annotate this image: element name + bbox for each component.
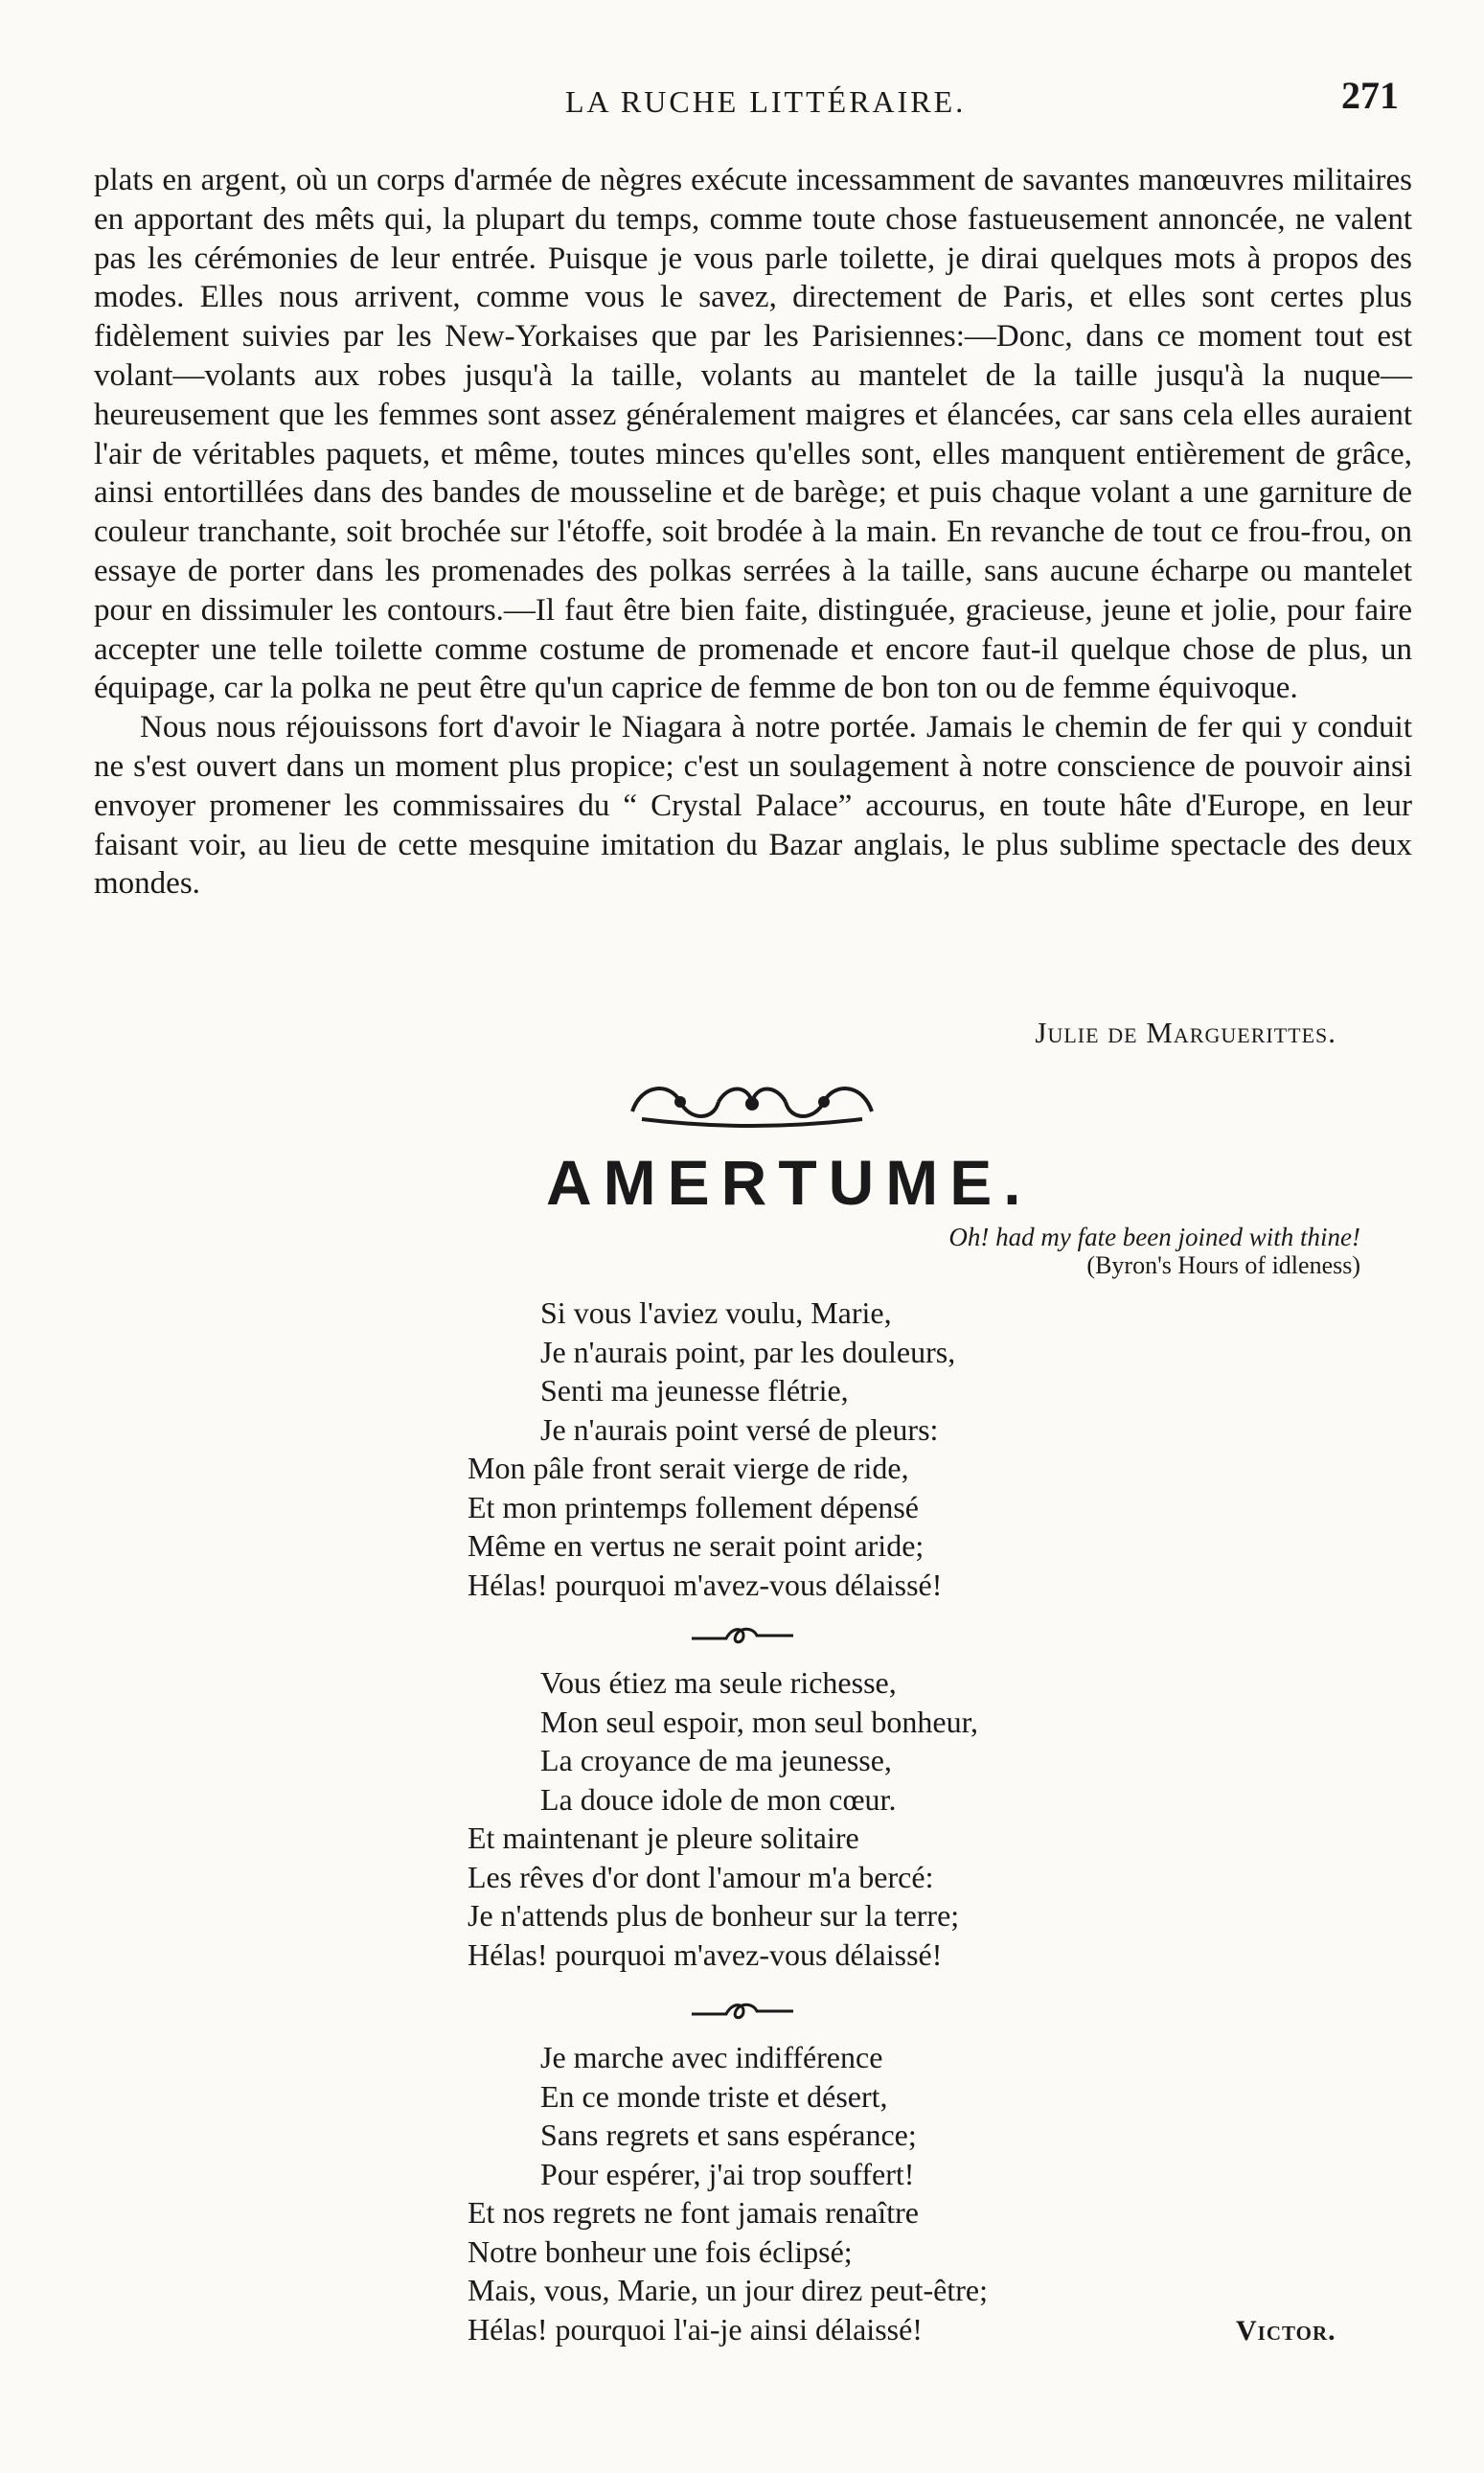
running-title: LA RUCHE LITTÉRAIRE. — [565, 84, 967, 119]
verse-line: Mon seul espoir, mon seul bonheur, — [540, 1704, 978, 1739]
verse-line: Mon pâle front serait vierge de ride, — [468, 1451, 909, 1485]
ornament-icon — [623, 1073, 881, 1131]
separator-ornament-icon — [690, 1999, 795, 2024]
poem-title: AMERTUME. — [546, 1147, 1033, 1218]
verse-line: Je n'aurais point, par les douleurs, — [540, 1334, 956, 1369]
verse-line: Je n'aurais point versé de pleurs: — [540, 1411, 939, 1447]
verse-line: Et maintenant je pleure solitaire — [468, 1820, 859, 1855]
separator-ornament-icon — [690, 1623, 795, 1648]
verse-line: Je marche avec indifférence — [540, 2040, 883, 2074]
verse-line: Pour espérer, j'ai trop souffert! — [540, 2156, 915, 2191]
poem-epigraph: Oh! had my fate been joined with thine! — [948, 1223, 1360, 1251]
poem-stanza — [468, 2038, 1196, 2348]
verse-line: Je n'attends plus de bonheur sur la terre; — [468, 1898, 960, 1933]
verse-line: Vous étiez ma seule richesse, — [540, 1665, 897, 1700]
poem-stanza — [468, 1294, 1196, 1604]
verse-line: Hélas! pourquoi l'ai-je ainsi délaissé! — [468, 2311, 923, 2347]
poem-signature: Victor. — [1236, 2315, 1336, 2347]
verse-line: Senti ma jeunesse flétrie, — [540, 1373, 849, 1408]
verse-line: Et mon printemps follement dépensé — [468, 1489, 919, 1524]
verse-line: Hélas! pourquoi m'avez-vous délaissé! — [468, 1936, 943, 1972]
verse-line: Sans regrets et sans espérance; — [540, 2118, 917, 2152]
epigraph-source: (Byron's Hours of idleness) — [1086, 1251, 1360, 1279]
article-paragraph: plats en argent, où un corps d'armée de nègres exécute incessamment de savantes manœuvres militaires en apportant des mêts qui, la plupart du temps, comme toute chose fastueusement annoncée, ne valent pas les cérémonies de leur entrée. Puisque je vous parle toilette, je dirai quelques mots à propos des modes. Elles nous arrivent, comme vous le savez, directement de Paris, et elles sont certes plus fidèlement suivies par les New-Yorkaises que par les Parisiennes:—Donc, dans ce moment tout est volant—volants aux robes jusqu'à la taille, volants au mantelet de la taille jusqu'à la nuque—heureusement que les femmes sont assez généralement maigres et élancées, car sans cela elles auraient l'air de véritables paquets, et même, toutes minces qu'elles sont, elles manquent entièrement de grâce, ainsi entortillées dans des bandes de mousseline et de barège; et puis chaque volant a une garniture de couleur tranchante, soit brochée sur l'étoffe, soit brodée à la main. En revanche de tout ce frou-frou, on essaye de porter dans les promenades des polkas serrées à la taille, sans aucune écharpe ou mantelet pour en dissimuler les contours.—Il faut être bien faite, distinguée, gracieuse, jeune et jolie, pour faire accepter une telle toilette comme costume de promenade et encore faut-il quelque chose de plus, un équipage, car la polka ne peut être qu'un caprice de femme de bon ton ou de femme équivoque. — [94, 163, 1412, 706]
verse-line: Et nos regrets ne font jamais renaître — [468, 2195, 919, 2230]
verse-line: Notre bonheur une fois éclipsé; — [468, 2233, 853, 2269]
verse-line: La douce idole de mon cœur. — [540, 1781, 897, 1817]
verse-line: Mais, vous, Marie, un jour direz peut-être; — [468, 2273, 988, 2307]
verse-line: Les rêves d'or dont l'amour m'a bercé: — [468, 1859, 934, 1894]
verse-line: Hélas! pourquoi m'avez-vous délaissé! — [468, 1567, 943, 1602]
article-signature: Julie de Marguerittes. — [1035, 1016, 1336, 1049]
poem-stanza — [468, 1663, 1196, 1974]
verse-line: En ce monde triste et désert, — [540, 2078, 888, 2114]
running-head — [0, 74, 1484, 132]
verse-line: La croyance de ma jeunesse, — [540, 1743, 892, 1777]
article-paragraph: Nous nous réjouissons fort d'avoir le Niagara à notre portée. Jamais le chemin de fer qui y conduit ne s'est ouvert dans un moment plus propice; c'est un soulagement à notre conscience de pouvoir ainsi envoyer promener les commissaires du “ Crystal Palace” accourus, en toute hâte d'Europe, en leur faisant voir, au lieu de cette mesquine imitation du Bazar anglais, le plus sublime spectacle des deux mondes. — [94, 710, 1412, 902]
article-body — [94, 161, 1412, 904]
verse-line: Même en vertus ne serait point aride; — [468, 1528, 925, 1563]
verse-line: Si vous l'aviez voulu, Marie, — [540, 1295, 892, 1330]
page-number: 271 — [1341, 74, 1399, 117]
